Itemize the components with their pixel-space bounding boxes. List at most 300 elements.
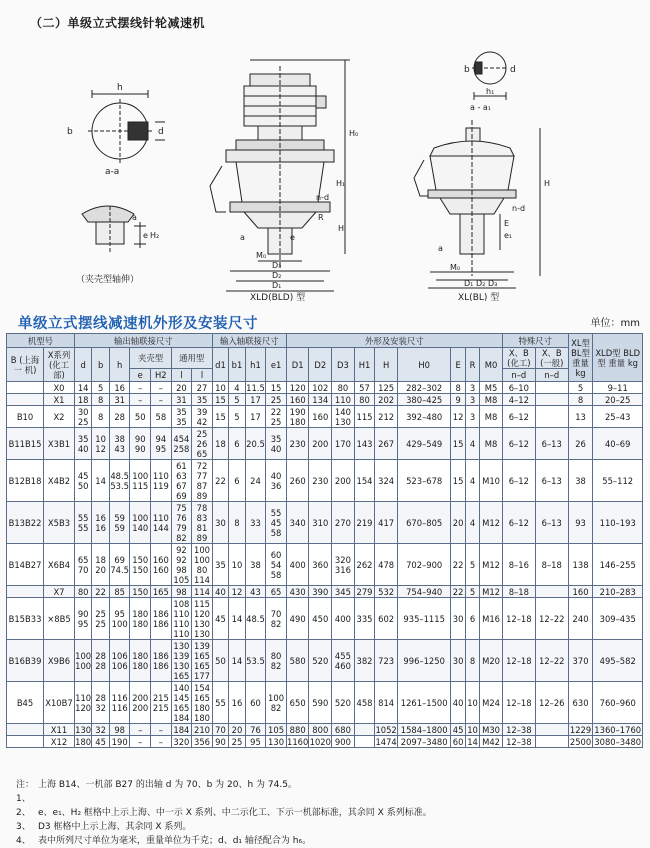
cell-b [7, 736, 44, 748]
cell-H1: 382 [354, 640, 375, 682]
cell-nd2: 12–22 [535, 640, 568, 682]
cell-d: 18 [74, 394, 91, 406]
cell-E: 30 [451, 598, 465, 640]
cell-H2: – [151, 382, 172, 394]
cell-E: 22 [452, 586, 464, 597]
cell-l: 61 63 67 69 [171, 460, 192, 502]
cell-x: X10B7 [44, 682, 75, 724]
header-H0: H0 [397, 348, 451, 382]
cell-d: 100 100 [74, 640, 91, 682]
dim-e-label-center: e [290, 233, 295, 242]
header-general: 通用型 [171, 348, 212, 369]
cell-h: 106 106 [109, 640, 130, 682]
cell-xld: 1360–1760 [594, 724, 642, 735]
cell-b [7, 586, 44, 598]
right-dim-E-label: E [504, 219, 510, 228]
cell-e1: 25 [266, 394, 287, 406]
cell-xl: 5 [568, 382, 593, 394]
cell-D1: 340 [286, 502, 309, 544]
note-text-4: 表中所列尺寸单位为毫米，重量单位为千克；d、d₁ 轴径配合为 h₆。 [38, 836, 312, 846]
cell-D2: 520 [309, 640, 332, 682]
cell-H2: – [151, 736, 172, 748]
cell-b1: 5 [229, 406, 245, 428]
cell-bb: 5 [92, 382, 109, 394]
cell-bb: 32 [92, 724, 109, 736]
cell-nd: 8–16 [502, 544, 535, 586]
cell-bb: 45 [92, 736, 109, 748]
cell-b: B11B15 [7, 428, 44, 460]
cell-D1: 490 [286, 598, 309, 640]
table-row [7, 406, 643, 428]
cell-H1: 279 [354, 586, 375, 598]
cell-M0: M8 [480, 394, 503, 406]
cell-D2: 360 [309, 544, 332, 586]
cell-h1: 95 [245, 736, 266, 748]
key-section-label: a-a [105, 167, 120, 177]
cell-H2: 186 186 [151, 640, 172, 682]
cell-D3: 270 [332, 502, 355, 544]
dim-H0-label: H₀ [349, 129, 359, 138]
cell-nd2 [535, 382, 568, 394]
cell-nd2 [535, 736, 568, 748]
cell-h1: 17 [245, 394, 266, 406]
cell-D2: 590 [309, 682, 332, 724]
cell-e: 100 140 [130, 502, 151, 544]
cell-nd: 4–12 [502, 394, 535, 406]
cell-M0: M12 [480, 544, 503, 586]
cell-bb: 10 12 [92, 428, 109, 460]
cell-E: 30 [451, 640, 465, 682]
cell-nd: 6–12 [502, 406, 535, 428]
header-l2: l [192, 369, 213, 382]
header-b-series: B (上海一 机) [7, 348, 44, 382]
cell-l2: 78 83 81 89 [192, 502, 213, 544]
cell-h1: 38 [245, 544, 266, 586]
cell-H: 212 [375, 406, 398, 428]
right-dim-b-label: b [464, 65, 470, 75]
cell-D2: 800 [309, 724, 332, 736]
cell-l2: 139 165 165 177 [192, 640, 213, 682]
dim-a-label: a [132, 213, 137, 222]
unit-label: 单位：mm [590, 318, 640, 329]
cell-bb: 14 [92, 460, 109, 502]
key-section-drawing [88, 90, 165, 163]
cell-xld: 25–43 [593, 406, 643, 428]
table-row [7, 640, 643, 682]
cell-xld: 146–255 [593, 544, 643, 586]
table-body [7, 382, 643, 748]
cell-h: 95 100 [109, 598, 130, 640]
cell-e1: 100 82 [266, 682, 287, 724]
cell-xld: 760–960 [593, 682, 643, 724]
cell-H2: – [151, 724, 172, 736]
cell-e: 90 90 [130, 428, 151, 460]
cell-xl: 370 [568, 640, 593, 682]
cell-e: 100 115 [130, 460, 151, 502]
cell-h: 85 [109, 586, 130, 598]
cell-H: 723 [375, 640, 398, 682]
cell-R: 4 [465, 502, 479, 544]
dim-D2-label: D₂ [272, 271, 282, 280]
cell-xl: 93 [568, 502, 593, 544]
note-label-4: 4、 [16, 836, 31, 846]
cell-e1: 35 40 [266, 428, 287, 460]
cell-E: 22 [451, 544, 465, 586]
cell-b: B45 [7, 682, 44, 724]
right-dim-D1-label: D₁ [464, 279, 474, 288]
header-M0: M0 [480, 348, 503, 382]
cell-E: 40 [451, 682, 465, 724]
dim-H-label: H [338, 224, 345, 233]
cell-x: X0 [44, 382, 75, 394]
cell-H1: 219 [354, 502, 375, 544]
cell-h1: 17 [245, 406, 266, 428]
header-H: H [375, 348, 398, 382]
table-row [7, 736, 643, 748]
note-text-3: D3 框格中上示上海、其余同 X 系列。 [38, 822, 192, 832]
cell-D3: 900 [332, 736, 355, 748]
cell-nd2 [535, 394, 568, 406]
cell-h: 16 [109, 382, 130, 394]
cell-H0: 2097–3480 [397, 736, 451, 748]
header-b: b [92, 348, 109, 382]
cell-h: 69 74.5 [109, 544, 130, 586]
cell-bb: 28 32 [92, 682, 109, 724]
cell-e: – [130, 724, 151, 736]
cell-H0: 392–480 [397, 406, 451, 428]
table-row [7, 382, 643, 394]
table-row [7, 428, 643, 460]
cell-H2: 58 [151, 406, 172, 428]
cell-x: X2 [44, 406, 75, 428]
cell-d1: 35 [212, 544, 228, 586]
cell-l: 108 110 110 110 [171, 598, 192, 640]
cell-d1: 22 [212, 460, 228, 502]
cell-nd: 12–38 [502, 724, 535, 736]
cell-h: 98 [109, 724, 130, 736]
cell-l: 31 [171, 394, 192, 406]
cell-b: B13B22 [7, 502, 44, 544]
cell-nd: 12–18 [502, 598, 535, 640]
cell-xld: 110–193 [593, 502, 643, 544]
dim-R-label: R [318, 213, 324, 222]
cell-l2: 39 42 [192, 406, 213, 428]
technical-drawing [0, 36, 650, 301]
cell-nd: 6–12 [502, 502, 535, 544]
table-title: 单级立式摆线减速机外形及安装尺寸 [18, 316, 258, 332]
cell-H0: 996–1250 [397, 640, 451, 682]
cell-nd2: 12–22 [535, 598, 568, 640]
cell-d1: 15 [212, 406, 228, 428]
cell-M0: M24 [480, 682, 503, 724]
cell-d1: 50 [212, 640, 228, 682]
cell-R: 5 [465, 586, 479, 598]
cell-d: 180 [75, 736, 92, 747]
cell-d1: 70 [212, 724, 228, 736]
notes [16, 778, 432, 848]
cell-x: X7 [44, 586, 75, 598]
cell-D3: 400 [332, 598, 355, 640]
note-row-3 [16, 820, 432, 834]
cell-R: 3 [465, 406, 479, 428]
cell-D1: 400 [286, 544, 309, 586]
cell-nd: 6–12 [502, 428, 535, 460]
cell-h1: 53.5 [245, 640, 266, 682]
cell-xl: 13 [568, 406, 593, 428]
cell-H: 202 [375, 394, 398, 406]
header-out-shaft: 输出轴联接尺寸 [74, 334, 212, 348]
cell-H1 [354, 736, 375, 748]
cell-h1: 43 [245, 586, 266, 598]
table-row [7, 502, 643, 544]
cell-h: 59 59 [109, 502, 130, 544]
header-model: 机型号 [7, 334, 75, 348]
cell-e1: 55 45 58 [266, 502, 287, 544]
cell-d1: 40 [212, 586, 228, 598]
cell-H: 602 [375, 598, 398, 640]
cell-b: B16B39 [7, 640, 44, 682]
cell-H: 478 [375, 544, 398, 586]
cell-h1: 76 [245, 724, 266, 736]
cell-M0: M30 [480, 724, 503, 736]
dim-h-label: h [117, 83, 123, 93]
cell-e1: 40 36 [266, 460, 287, 502]
cell-l2: 154 165 180 180 [192, 682, 213, 724]
cell-E: 20 [451, 502, 465, 544]
header-D2: D2 [309, 348, 332, 382]
cell-bb: 18 20 [92, 544, 109, 586]
cell-nd2: 12–26 [535, 682, 568, 724]
cell-bb: 8 [92, 394, 109, 406]
header-xb-general: X、B (一般) [535, 348, 568, 369]
header-H1: H1 [354, 348, 375, 382]
cell-xl: 138 [568, 544, 593, 586]
cell-l: 75 76 79 82 [171, 502, 192, 544]
cell-E: 60 [452, 736, 464, 747]
header-clamp: 夹壳型 [130, 348, 171, 369]
cell-nd: 8–18 [502, 586, 535, 598]
cell-D2: 1020 [309, 736, 331, 747]
header-special: 特殊尺寸 [502, 334, 568, 348]
cell-e1: 65 [266, 586, 287, 598]
cell-l: 35 35 [171, 406, 192, 428]
cell-D1: 430 [286, 586, 309, 598]
cell-E: 9 [451, 394, 465, 406]
table-row [7, 586, 643, 598]
cell-D3: 170 [332, 428, 355, 460]
table-row [7, 394, 643, 406]
cell-R: 3 [465, 394, 479, 406]
cell-b [7, 724, 44, 736]
right-dim-a-label: a [438, 244, 443, 253]
header-nd: n–d [502, 369, 535, 382]
cell-xl: 240 [568, 598, 593, 640]
cell-H: 267 [375, 428, 398, 460]
header-R: R [465, 348, 479, 382]
cell-H: 1474 [375, 736, 397, 747]
cell-h1: 33 [245, 502, 266, 544]
cell-l2: 35 [192, 394, 213, 406]
header-l: l [171, 369, 192, 382]
note-label-1: 注：1、 [16, 780, 35, 804]
cell-e: – [130, 382, 151, 394]
cell-l: 320 [171, 736, 192, 748]
cell-b1: 5 [229, 394, 245, 406]
cell-D1: 580 [286, 640, 309, 682]
cell-d: 90 95 [74, 598, 91, 640]
cell-b: B14B27 [7, 544, 44, 586]
cell-M0: M16 [480, 598, 503, 640]
right-dim-e1-label: e₁ [504, 231, 513, 240]
dim-d-label: d [158, 127, 164, 137]
cell-x: X5B3 [44, 502, 75, 544]
cell-M0: M10 [480, 460, 503, 502]
cell-D3: 200 [332, 460, 355, 502]
cell-D3: 680 [332, 724, 355, 736]
section-title: （二）单级立式摆线针轮减速机 [30, 16, 206, 30]
xld-reducer-drawing [210, 60, 350, 291]
cell-d: 55 55 [74, 502, 91, 544]
cell-xl: 26 [568, 428, 593, 460]
cell-d1: 45 [212, 598, 228, 640]
cell-H1 [354, 724, 375, 736]
cell-nd: 6–10 [502, 382, 535, 394]
cell-H0: 754–940 [397, 586, 451, 598]
cell-d: 14 [74, 382, 91, 394]
cell-b1: 8 [229, 502, 245, 544]
cell-e1: 80 82 [266, 640, 287, 682]
cell-b1: 20 [229, 724, 245, 736]
cell-d1: 10 [212, 382, 228, 394]
cell-l: 454 258 [171, 428, 192, 460]
cell-l2: 72 77 87 89 [192, 460, 213, 502]
dim-e-label: e [143, 231, 148, 240]
cell-D1: 260 [286, 460, 309, 502]
cell-H0: 1261–1500 [397, 682, 451, 724]
cell-l2: 114 [192, 586, 213, 598]
cell-x: X1 [44, 394, 75, 406]
cell-H: 324 [375, 460, 398, 502]
cell-nd2: 6–13 [535, 460, 568, 502]
header-h1: h1 [245, 348, 266, 382]
cell-h: 31 [109, 394, 130, 406]
cell-xl: 630 [568, 682, 593, 724]
cell-D2: 102 [309, 382, 332, 394]
cell-H1: 335 [354, 598, 375, 640]
cell-b1: 6 [229, 428, 245, 460]
cell-xl: 1229 [569, 724, 592, 735]
header-h: h [109, 348, 130, 382]
cell-H: 1052 [375, 724, 397, 735]
cell-H1: 154 [354, 460, 375, 502]
cell-R: 10 [465, 682, 479, 724]
cell-d1: 55 [212, 682, 228, 724]
cell-nd: 12–18 [502, 640, 535, 682]
right-dim-D3-label: D₃ [488, 279, 498, 288]
right-section-label: a - a₁ [470, 103, 491, 112]
cell-H2: – [151, 394, 172, 406]
header-in-shaft: 输入轴联接尺寸 [212, 334, 286, 348]
cell-M0: M12 [480, 586, 503, 598]
cell-M0: M8 [480, 428, 503, 460]
cell-R: 14 [467, 736, 478, 747]
cell-x: ×8B5 [44, 598, 75, 640]
cell-H1: 262 [354, 544, 375, 586]
cell-d1: 18 [212, 428, 228, 460]
header-x-series: X系列 (化工 部) [44, 348, 75, 382]
header-d: d [74, 348, 91, 382]
table-row [7, 598, 643, 640]
cell-xld: 3080–3480 [594, 736, 642, 747]
cell-xld: 309–435 [593, 598, 643, 640]
cell-x: X12 [44, 736, 75, 748]
note-row-2 [16, 806, 432, 820]
cell-d: 130 [75, 724, 92, 735]
cell-h: 190 [109, 736, 130, 748]
right-dim-M0-label: M₀ [450, 263, 461, 272]
cell-l2: 100 100 80 114 [192, 544, 213, 586]
cell-xl: 2500 [569, 736, 592, 747]
cell-d: 30 25 [74, 406, 91, 428]
cell-x: X4B2 [44, 460, 75, 502]
note-label-2: 2、 [16, 808, 31, 818]
cell-R: 3 [465, 382, 479, 394]
cell-D2: 390 [309, 586, 332, 598]
cell-H1: 458 [354, 682, 375, 724]
cell-e: 50 [130, 406, 151, 428]
cell-l2: 356 [192, 736, 213, 748]
cell-nd2: 8–18 [535, 544, 568, 586]
cell-b1: 16 [229, 682, 245, 724]
cell-D2: 310 [309, 502, 332, 544]
xl-caption: XL(BL) 型 [458, 293, 500, 301]
cell-l2: 115 120 130 130 [192, 598, 213, 640]
cell-d: 65 70 [74, 544, 91, 586]
dim-M0-label: M₀ [256, 251, 267, 260]
cell-H2: 186 186 [151, 598, 172, 640]
cell-H0: 523–678 [397, 460, 451, 502]
note-row-1 [16, 778, 432, 806]
cell-D1: 120 [286, 382, 309, 394]
cell-e: – [130, 736, 151, 748]
cell-nd2 [535, 724, 568, 736]
cell-H2: 110 144 [151, 502, 172, 544]
right-dim-d-label: d [510, 65, 516, 75]
cell-b1: 14 [229, 640, 245, 682]
note-text-2: e、e₁、H₂ 框格中上示上海、中一示 X 系列、中二示化工、下示一机部标准，其余同 X 系列标准。 [38, 808, 432, 818]
cell-H1: 57 [354, 382, 375, 394]
cell-l2: 210 [192, 724, 213, 736]
cell-e: 180 180 [130, 640, 151, 682]
cell-xld: 20–25 [593, 394, 643, 406]
cell-H: 814 [375, 682, 398, 724]
cell-l: 92 92 98 105 [171, 544, 192, 586]
cell-M0: M5 [480, 382, 503, 394]
cell-D2: 230 [309, 460, 332, 502]
note-row-4 [16, 834, 432, 848]
cell-D1: 650 [286, 682, 309, 724]
cell-e1: 70 82 [266, 598, 287, 640]
dimension-table [6, 333, 643, 748]
dim-a-label-center: a [240, 233, 245, 242]
cell-H1: 115 [354, 406, 375, 428]
right-dim-D2-label: D₂ [476, 279, 486, 288]
dim-H2-label: H₂ [150, 231, 160, 240]
dim-D1-label: D₁ [272, 281, 282, 290]
cell-e1: 60 54 58 [266, 544, 287, 586]
header-D3: D3 [332, 348, 355, 382]
cell-xl: 8 [568, 394, 593, 406]
